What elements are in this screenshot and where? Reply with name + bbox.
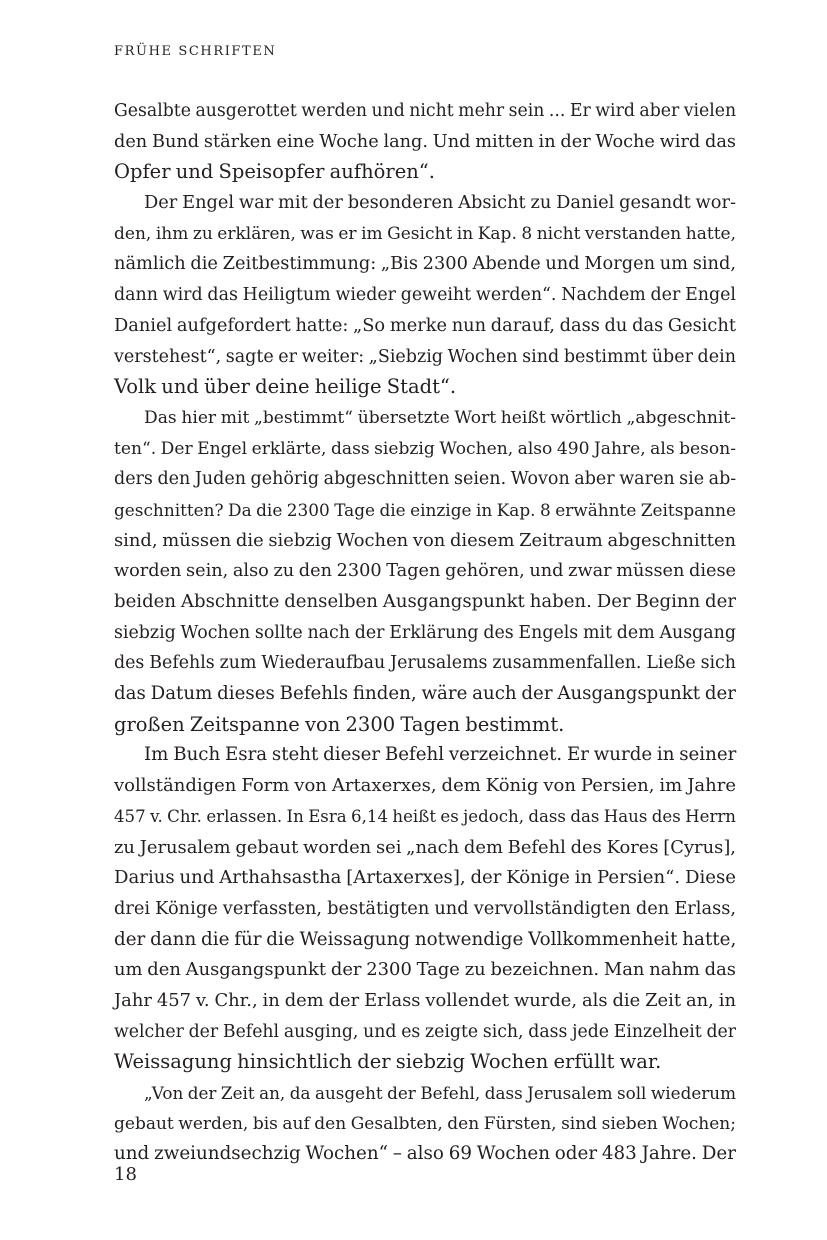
text-line: den, ihm zu erklären, was er im Gesicht in Kap. 8 nicht verstanden hatte, xyxy=(114,223,736,244)
running-head: FRÜHE SCHRIFTEN xyxy=(114,44,277,59)
text-line: Volk und über deine heilige Stadt“. xyxy=(114,375,457,399)
text-line: Jahr 457 v. Chr., in dem der Erlass vollendet wurde, als die Zeit an, in xyxy=(114,989,736,1011)
text-line: beiden Abschnitte denselben Ausgangspunkt haben. Der Beginn der xyxy=(114,591,736,612)
text-line: welcher der Befehl ausging, und es zeigte sich, dass jede Einzelheit der xyxy=(114,1021,736,1042)
text-line: den Bund stärken eine Woche lang. Und mitten in der Woche wird das xyxy=(114,131,736,152)
text-line: sind, müssen die siebzig Wochen von diesem Zeitraum abgeschnitten xyxy=(114,529,737,551)
text-line: nämlich die Zeitbestimmung: „Bis 2300 Abende und Morgen um sind, xyxy=(114,253,736,275)
text-line: und zweiundsechzig Wochen“ – also 69 Wochen oder 483 Jahre. Der xyxy=(114,1143,736,1165)
text-line: ten“. Der Engel erklärte, dass siebzig Wochen, also 490 Jahre, als beson- xyxy=(114,438,736,459)
text-line: Der Engel war mit der besonderen Absicht zu Daniel gesandt wor- xyxy=(144,192,736,214)
text-line: siebzig Wochen sollte nach der Erklärung des Engels mit dem Ausgang xyxy=(114,622,736,643)
text-line: der dann die für die Weissagung notwendige Vollkommenheit hatte, xyxy=(114,928,737,950)
text-line: geschnitten? Da die 2300 Tage die einzige in Kap. 8 erwähnte Zeitspanne xyxy=(114,499,736,520)
text-line: Im Buch Esra steht dieser Befehl verzeichnet. Er wurde in seiner xyxy=(144,744,737,766)
text-line: gebaut werden, bis auf den Gesalbten, den Fürsten, sind sieben Wochen; xyxy=(114,1113,736,1134)
text-line: vollständigen Form von Artaxerxes, dem König von Persien, im Jahre xyxy=(114,775,736,797)
text-line: Darius und Arthahsastha [Artaxerxes], der Könige in Persien“. Diese xyxy=(114,867,736,889)
text-line: Opfer und Speisopfer aufhören“. xyxy=(114,160,435,184)
text-line: „Von der Zeit an, da ausgeht der Befehl, dass Jerusalem soll wiederum xyxy=(144,1083,736,1103)
text-line: ders den Juden gehörig abgeschnitten seien. Wovon aber waren sie ab- xyxy=(114,469,737,490)
text-line: drei Könige verfassten, bestätigten und vervollständigten den Erlass, xyxy=(114,897,736,919)
text-line: des Befehls zum Wiederaufbau Jerusalems zusammenfallen. Ließe sich xyxy=(114,653,736,674)
text-line: Das hier mit „bestimmt“ übersetzte Wort heißt wörtlich „abgeschnit- xyxy=(144,407,736,428)
body-text xyxy=(114,96,736,1170)
text-line: Daniel aufgefordert hatte: „So merke nun darauf, dass du das Gesicht xyxy=(114,314,736,336)
text-line: das Datum dieses Befehls finden, wäre auch der Ausgangspunkt der xyxy=(114,683,736,705)
text-line: zu Jerusalem gebaut worden sei „nach dem Befehl des Kores [Cyrus], xyxy=(114,836,736,858)
page-number: 18 xyxy=(114,1164,137,1185)
text-line: Gesalbte ausgerottet werden und nicht mehr sein ... Er wird aber vielen xyxy=(114,101,737,121)
text-line: um den Ausgangspunkt der 2300 Tage zu bezeichnen. Man nahm das xyxy=(114,959,736,981)
text-line: großen Zeitspanne von 2300 Tagen bestimmt. xyxy=(114,712,565,736)
text-line: worden sein, also zu den 2300 Tagen gehören, und zwar müssen diese xyxy=(114,561,736,582)
text-line: verstehest“, sagte er weiter: „Siebzig Wochen sind bestimmt über dein xyxy=(114,346,736,367)
text-line: Weissagung hinsichtlich der siebzig Wochen erfüllt war. xyxy=(114,1050,662,1074)
text-line: dann wird das Heiligtum wieder geweiht werden“. Nachdem der Engel xyxy=(114,285,736,306)
text-line: 457 v. Chr. erlassen. In Esra 6,14 heißt es jedoch, dass das Haus des Herrn xyxy=(114,806,736,826)
